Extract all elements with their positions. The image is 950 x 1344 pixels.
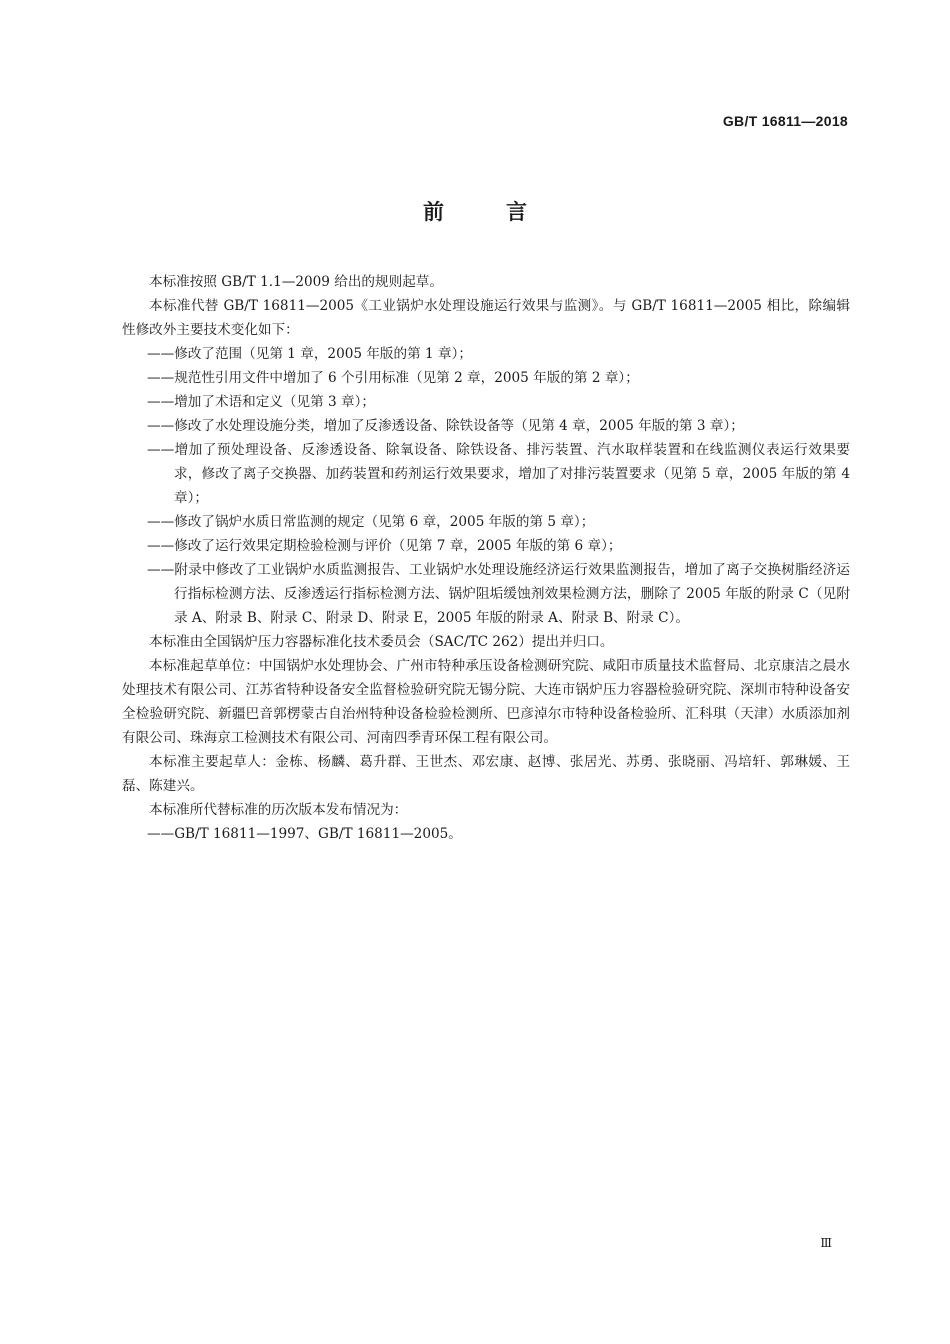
paragraph-drafting-rules: 本标准按照 GB/T 1.1—2009 给出的规则起草。	[149, 274, 443, 290]
list-item: ——修改了锅炉水质日常监测的规定（见第 6 章，2005 年版的第 5 章）；	[147, 514, 595, 530]
paragraph-drafting-units: 本标准起草单位：中国锅炉水处理协会、广州市特种承压设备检测研究院、咸阳市质量技术监督局、北京康洁之晨水处理技术有限公司、江苏省特种设备安全监督检验研究院无锡分院、大连市锅炉压力容器检验研究院、深圳市特种设备安全检验研究院、新疆巴音郭楞蒙古自治州特种设备检验检测所、巴彦淖尔市特种设备检验所、汇科琪（天津）水质添加剂有限公司、珠海京工检测技术有限公司、河南四季青环保工程有限公司。	[122, 658, 850, 746]
list-item: ——修改了水处理设施分类，增加了反渗透设备、除铁设备等（见第 4 章，2005 年版的第 3 章）；	[147, 418, 744, 434]
list-item: ——GB/T 16811—1997、GB/T 16811—2005。	[147, 826, 462, 842]
paragraph-drafters: 本标准主要起草人：金栋、杨麟、葛升群、王世杰、邓宏康、赵博、张居光、苏勇、张晓丽、冯培轩、郭琳媛、王磊、陈建兴。	[122, 754, 850, 794]
paragraph-proposer: 本标准由全国锅炉压力容器标准化技术委员会（SAC/TC 262）提出并归口。	[149, 634, 614, 650]
list-item: ——修改了范围（见第 1 章，2005 年版的第 1 章）；	[147, 346, 472, 362]
list-item: ——增加了预处理设备、反渗透设备、除氧设备、除铁设备、排污装置、汽水取样装置和在线监测仪表运行效果要求，修改了离子交换器、加药装置和药剂运行效果要求，增加了对排污装置要求（见第 5 章，2005 年版的第 4 章）；	[147, 442, 850, 506]
foreword-body	[122, 270, 850, 846]
paragraph-history-intro: 本标准所代替标准的历次版本发布情况为：	[149, 802, 408, 818]
list-item: ——修改了运行效果定期检验检测与评价（见第 7 章，2005 年版的第 6 章）；	[147, 538, 622, 554]
page-number: Ⅲ	[820, 1236, 832, 1250]
standard-code: GB/T 16811—2018	[722, 113, 848, 129]
page-title: 前言	[423, 200, 589, 224]
list-item: ——规范性引用文件中增加了 6 个引用标准（见第 2 章，2005 年版的第 2 章）；	[147, 370, 639, 386]
list-item: ——附录中修改了工业锅炉水质监测报告、工业锅炉水处理设施经济运行效果监测报告，增加了离子交换树脂经济运行指标检测方法、反渗透运行指标检测方法、锅炉阻垢缓蚀剂效果检测方法，删除了 2005 年版的附录 C（见附录 A、附录 B、附录 C、附录 D、附录 E，2005 年版的附录 A、附录 B、附录 C）。	[147, 562, 850, 626]
paragraph-replacement: 本标准代替 GB/T 16811—2005《工业锅炉水处理设施运行效果与监测》。与 GB/T 16811—2005 相比，除编辑性修改外主要技术变化如下：	[122, 298, 850, 338]
list-item: ——增加了术语和定义（见第 3 章）；	[147, 394, 375, 410]
